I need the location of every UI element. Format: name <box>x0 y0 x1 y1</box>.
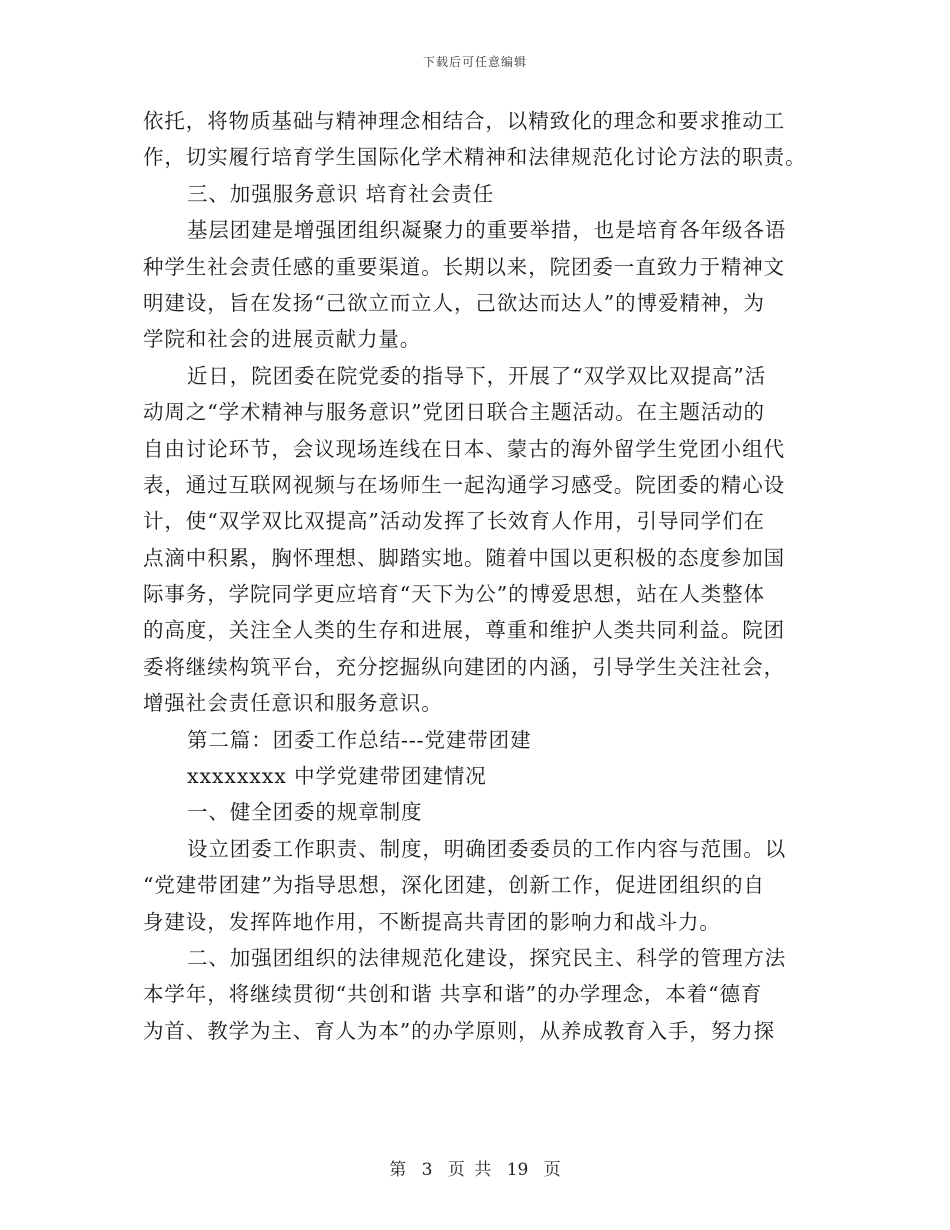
footer-prefix: 第 <box>389 1160 407 1180</box>
document-body <box>143 103 807 1049</box>
text-line: 近日，院团委在院党委的指导下，开展了“双学双比双提高”活 <box>187 363 767 388</box>
text-line: 表，通过互联网视频与在场师生一起沟通学习感受。院团委的精心设 <box>143 472 785 497</box>
text-line: 第二篇：团委工作总结---党建带团建 <box>187 727 532 752</box>
text-line: 本学年，将继续贯彻“共创和谐 共享和谐”的办学理念，本着“德育 <box>143 982 763 1007</box>
footer-suffix: 页 <box>543 1160 561 1180</box>
text-line: 设立团委工作职责、制度，明确团委委员的工作内容与范围。以 <box>187 836 787 861</box>
text-line: xxxxxxxx 中学党建带团建情况 <box>187 764 487 789</box>
page-number-footer <box>0 1155 950 1180</box>
text-line: 二、加强团组织的法律规范化建设，探究民主、科学的管理方法 <box>187 945 787 970</box>
text-line: 基层团建是增强团组织凝聚力的重要举措，也是培育各年级各语 <box>187 218 787 243</box>
footer-total-pages: 19 <box>506 1160 529 1180</box>
text-line: 点滴中积累，胸怀理想、脚踏实地。随着中国以更积极的态度参加国 <box>143 545 785 570</box>
text-line: 明建设，旨在发扬“己欲立而立人，己欲达而达人”的博爱精神，为 <box>143 290 765 315</box>
text-line: 自由讨论环节，会议现场连线在日本、蒙古的海外留学生党团小组代 <box>143 436 785 461</box>
text-line: 学院和社会的进展贡献力量。 <box>143 327 422 352</box>
text-line: 际事务，学院同学更应培育“天下为公”的博爱思想，站在人类整体 <box>143 582 765 607</box>
text-line: 一、健全团委的规章制度 <box>187 800 423 825</box>
text-line: 依托，将物质基础与精神理念相结合，以精致化的理念和要求推动工 <box>143 109 785 133</box>
text-line: 委将继续构筑平台，充分挖掘纵向建团的内涵，引导学生关注社会， <box>143 654 785 679</box>
text-line: 身建设，发挥阵地作用，不断提高共青团的影响力和战斗力。 <box>143 909 721 934</box>
footer-middle: 页 共 <box>447 1160 492 1180</box>
text-line: 三、加强服务意识 培育社会责任 <box>187 181 495 206</box>
text-line: 动周之“学术精神与服务意识”党团日联合主题活动。在主题活动的 <box>143 400 765 425</box>
text-line: 作，切实履行培育学生国际化学术精神和法律规范化讨论方法的职责。 <box>143 145 807 170</box>
footer-current-page: 3 <box>421 1160 433 1180</box>
text-line: 为首、教学为主、育人为本”的办学原则，从养成教育入手，努力探 <box>143 1018 775 1043</box>
page-header-note: 下载后可任意编辑 <box>422 55 527 69</box>
text-line: 种学生社会责任感的重要渠道。长期以来，院团委一直致力于精神文 <box>143 254 785 279</box>
text-line: “党建带团建”为指导思想，深化团建，创新工作，促进团组织的自 <box>143 873 765 898</box>
text-line: 增强社会责任意识和服务意识。 <box>143 691 443 716</box>
text-line: 计，使“双学双比双提高”活动发挥了长效育人作用，引导同学们在 <box>143 509 765 534</box>
text-line: 的高度，关注全人类的生存和进展，尊重和维护人类共同利益。院团 <box>143 618 785 643</box>
